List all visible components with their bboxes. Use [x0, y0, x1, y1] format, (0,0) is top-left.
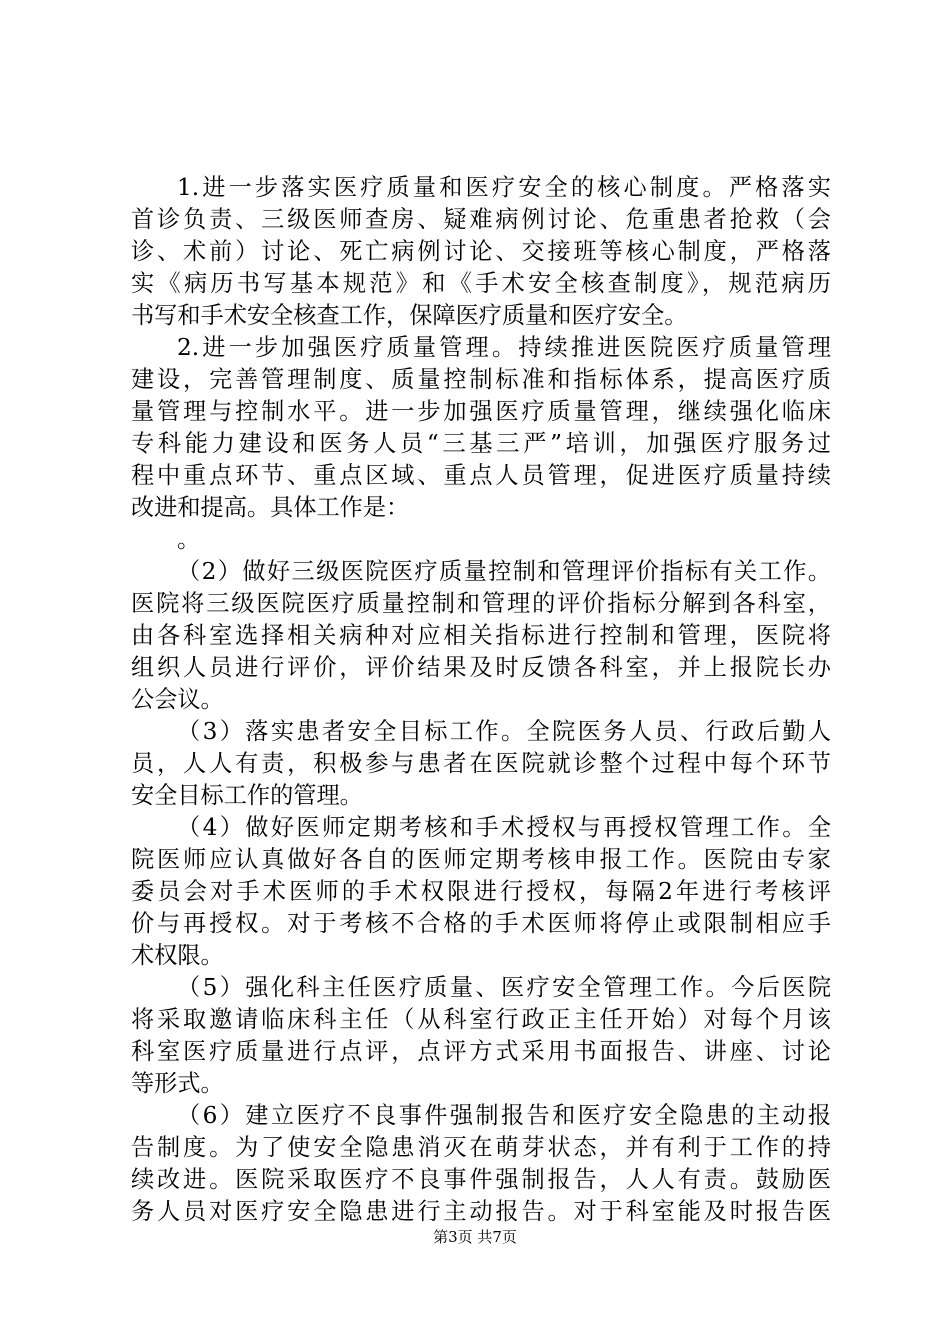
text-line: （2）做好三级医院医疗质量控制和管理评价指标有关工作。: [177, 558, 831, 585]
text-line: 诊、术前）讨论、死亡病例讨论、交接班等核心制度，严格落: [131, 238, 831, 265]
page-number-label: 第3页 共7页: [433, 1228, 517, 1246]
text-line: 务人员对医疗安全隐患进行主动报告。对于科室能及时报告医: [131, 1198, 831, 1225]
text-line: 2.进一步加强医疗质量管理。持续推进医院医疗质量管理: [177, 334, 831, 361]
text-line: 量管理与控制水平。进一步加强医疗质量管理，继续强化临床: [131, 398, 831, 425]
text-line: （5）强化科主任医疗质量、医疗安全管理工作。今后医院: [177, 974, 831, 1001]
text-line: 实《病历书写基本规范》和《手术安全核查制度》，规范病历: [131, 270, 831, 297]
text-line: 员，人人有责，积极参与患者在医院就诊整个过程中每个环节: [131, 750, 831, 777]
text-line: 组织人员进行评价，评价结果及时反馈各科室，并上报院长办: [131, 654, 831, 681]
text-line: （4）做好医师定期考核和手术授权与再授权管理工作。全: [177, 814, 831, 841]
text-line: 安全目标工作的管理。: [131, 782, 363, 809]
text-line: 程中重点环节、重点区域、重点人员管理，促进医疗质量持续: [131, 462, 831, 489]
text-line: 首诊负责、三级医师查房、疑难病例讨论、危重患者抢救（会: [131, 206, 831, 233]
text-line: 价与再授权。对于考核不合格的手术医师将停止或限制相应手: [131, 910, 831, 937]
text-line: 科室医疗质量进行点评，点评方式采用书面报告、讲座、讨论: [131, 1038, 831, 1065]
text-line: 续改进。医院采取医疗不良事件强制报告，人人有责。鼓励医: [131, 1166, 831, 1193]
text-line: 建设，完善管理制度、质量控制标准和指标体系，提高医疗质: [131, 366, 831, 393]
text-line: 1.进一步落实医疗质量和医疗安全的核心制度。严格落实: [177, 174, 831, 201]
text-line: 术权限。: [131, 942, 224, 969]
document-body: [131, 172, 831, 1228]
page-footer: [0, 1227, 950, 1247]
text-line: 将采取邀请临床科主任（从科室行政正主任开始）对每个月该: [131, 1006, 831, 1033]
text-line: 改进和提高。具体工作是：: [131, 494, 410, 521]
text-line: 告制度。为了使安全隐患消灭在萌芽状态，并有利于工作的持: [131, 1134, 831, 1161]
text-line: 。: [177, 526, 201, 553]
text-line: 委员会对手术医师的手术权限进行授权，每隔2年进行考核评: [131, 878, 831, 905]
text-line: 等形式。: [131, 1070, 224, 1097]
text-line: 书写和手术安全核查工作，保障医疗质量和医疗安全。: [131, 302, 688, 329]
text-line: 公会议。: [131, 686, 224, 713]
text-line: （6）建立医疗不良事件强制报告和医疗安全隐患的主动报: [177, 1102, 831, 1129]
text-line: 院医师应认真做好各自的医师定期考核申报工作。医院由专家: [131, 846, 831, 873]
text-line: 由各科室选择相关病种对应相关指标进行控制和管理，医院将: [131, 622, 831, 649]
text-line: 专科能力建设和医务人员“三基三严”培训，加强医疗服务过: [131, 430, 831, 457]
text-line: （3）落实患者安全目标工作。全院医务人员、行政后勤人: [177, 718, 831, 745]
text-line: 医院将三级医院医疗质量控制和管理的评价指标分解到各科室，: [131, 590, 831, 617]
